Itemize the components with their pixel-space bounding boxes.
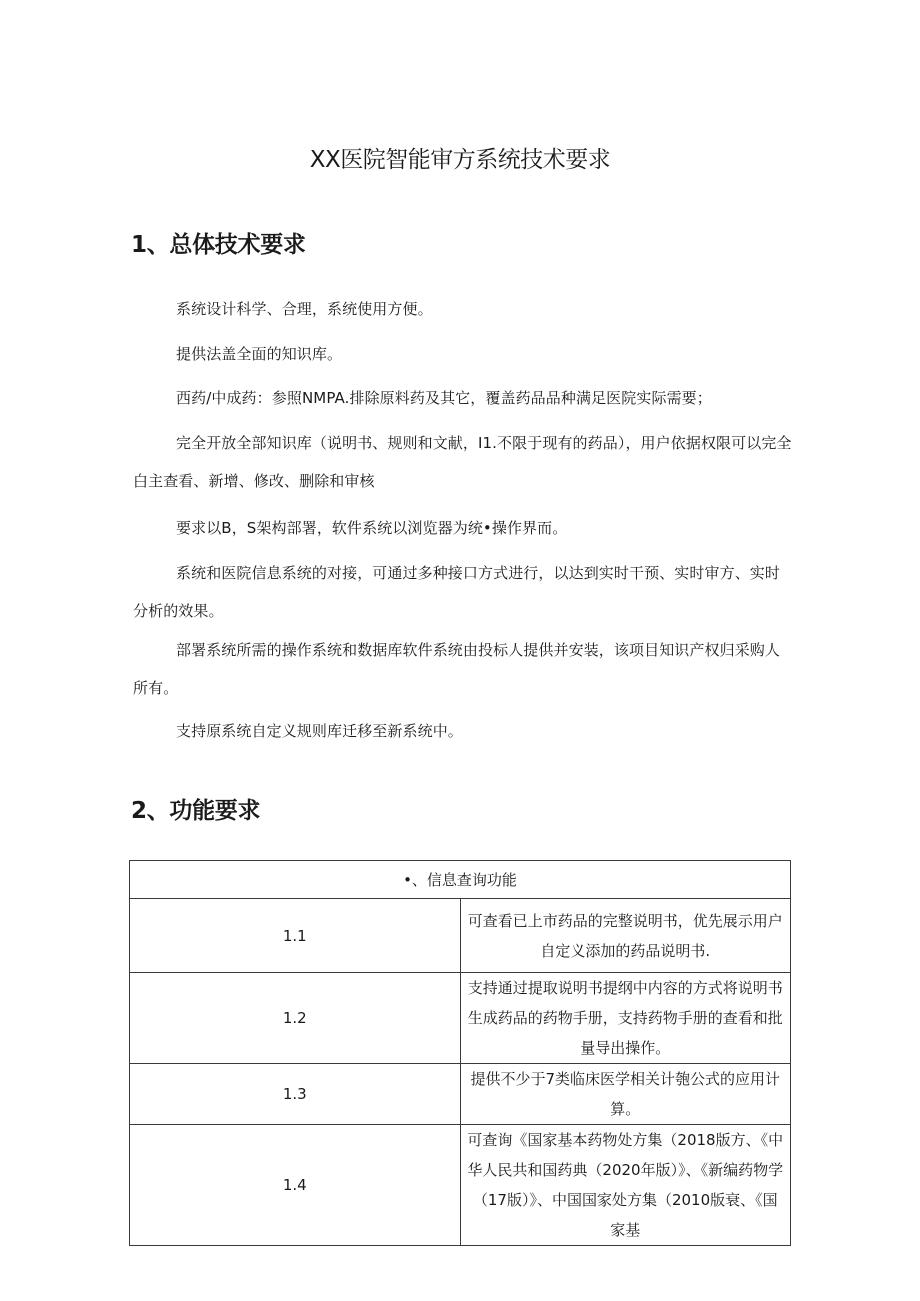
row-number: 1.3 [130,1064,461,1125]
row-description [460,1064,791,1125]
row-description [460,899,791,973]
row-description-text: 可查看已上市药品的完整说明书，优先展示用户自定义添加的药品说明书. [467,911,783,960]
table-row [130,1064,791,1125]
row-description-text: 可查询《国家基本药物处方集（2018版方、《中华人民共和国药典（2020年版）》、《新编药物学（17版）》、中国国家处方集（2010版衰、《国家基 [467,1131,784,1239]
row-description [460,1125,791,1246]
section-heading-functional: 2、功能要求 [131,798,261,824]
paragraph: 部署系统所需的操作系统和数据库软件系统由投标人提供并安装，该项目知识产权归采购人所有。 [133,641,781,697]
table-row [130,1125,791,1246]
paragraph: 系统设计科学、合理，系统使用方便。 [176,300,433,318]
row-description-text: 提供不少于7类临床医学相关计匏公式的应用计算。 [470,1070,781,1118]
table-row [130,899,791,973]
paragraph: 系统和医院信息系统的对接，可通过多种接口方式进行，以达到实时干预、实时审方、实时分析的效果。 [133,564,781,620]
paragraph: 要求以B，S架构部署，软件系统以浏览器为统•操作界而。 [176,519,568,537]
row-number: 1.4 [130,1125,461,1246]
paragraph: 完全开放全部知识库（说明书、规则和文献，I1.不限于现有的药品），用户依据权限可以完全白主查看、新增、修改、删除和审核 [133,434,792,490]
row-number: 1.2 [130,973,461,1064]
section-heading-general: 1、总体技术要求 [131,232,306,258]
table-row [130,973,791,1064]
table-group-header: •、信息查询功能 [130,861,791,899]
row-description [460,973,791,1064]
table-group-header-row [130,861,791,899]
function-requirements-table [129,860,791,1246]
row-number: 1.1 [130,899,461,973]
paragraph: 西药/中成药：参照NMPA.排除原料药及其它，覆盖药品品种满足医院实际需要； [176,389,712,407]
row-description-text: 支持通过提取说明书提纲中内容的方式将说明书生成药品的药物手册，支持药物手册的查看和批量导出操作。 [467,979,783,1057]
paragraph: 提供法盖全面的知识库。 [176,345,343,363]
paragraph: 支持原系统自定义规则库迁移至新系统中。 [176,722,463,740]
document-title: XX医院智能审方系统技术要求 [309,147,611,173]
